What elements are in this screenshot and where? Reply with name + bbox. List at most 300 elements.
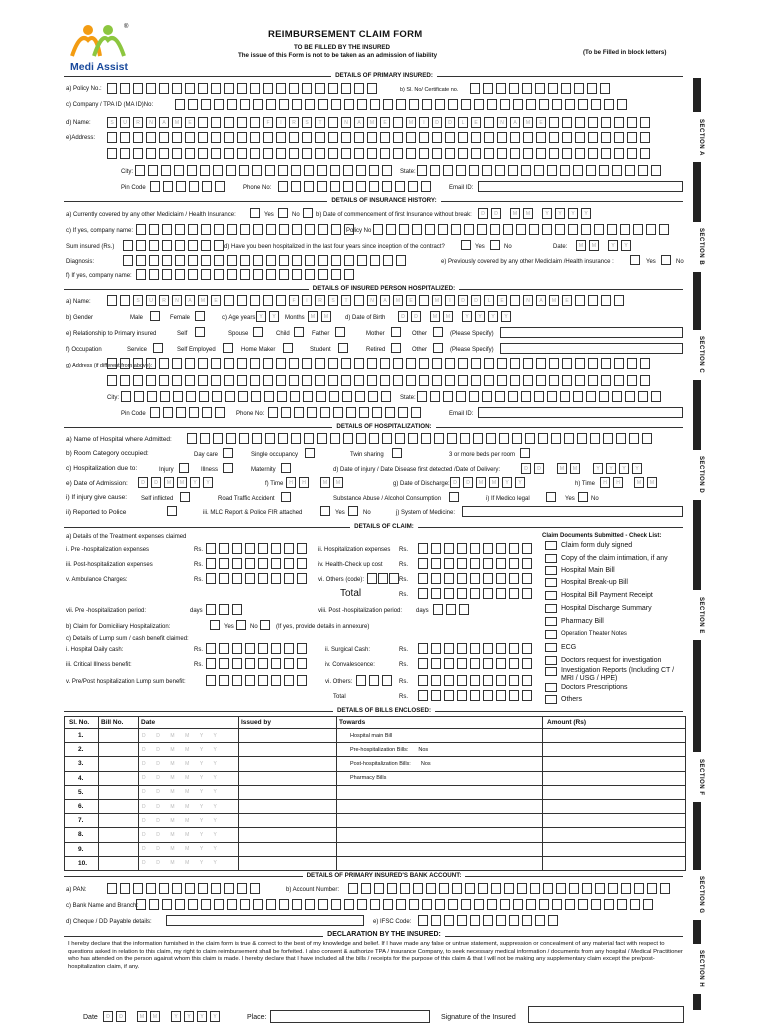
father-checkbox[interactable] — [335, 327, 345, 337]
section-f-label: SECTION F — [690, 752, 704, 802]
address-line2[interactable] — [107, 148, 653, 159]
other-occ-label: Other — [412, 347, 428, 353]
covered-extra-checkbox[interactable] — [303, 208, 313, 218]
phone-field[interactable] — [278, 181, 434, 192]
date-cell[interactable]: D D M M Y Y — [139, 814, 239, 828]
date-cell[interactable]: D D M M Y Y — [139, 785, 239, 799]
due-label: c) Hospitalization due to: — [66, 465, 138, 472]
checklist-item[interactable]: Doctors Prescriptions — [545, 683, 628, 692]
form-disclaimer: The issue of this Form is not to be taken as an admission of liability — [238, 52, 438, 59]
daycare-label: Day care — [194, 452, 219, 458]
dob-field[interactable]: D D M M Y Y Y Y — [398, 311, 514, 322]
table-row — [65, 771, 686, 785]
age-years-field[interactable]: Y Y — [256, 311, 282, 322]
amount-cell[interactable] — [543, 828, 686, 842]
checklist-item[interactable]: Hospital Break-up Bill — [545, 578, 628, 587]
injury-checkbox[interactable] — [179, 463, 189, 473]
c-pin-label: Pin Code — [121, 411, 146, 417]
date-cell[interactable]: D D M M Y Y — [139, 856, 239, 870]
rs-label-9: Rs. — [399, 647, 408, 653]
svg-text:®: ® — [124, 24, 129, 30]
decl-date-label: Date — [83, 1014, 98, 1021]
form-subtitle: TO BE FILLED BY THE INSURED — [294, 44, 391, 51]
address-line1[interactable] — [107, 132, 653, 143]
amount-cell[interactable] — [543, 771, 686, 785]
city-field[interactable] — [135, 165, 395, 176]
illness-label: Illness — [201, 467, 219, 473]
block-letters-note: (To be Filled in block letters) — [583, 49, 667, 56]
sl-cell: 1. — [65, 729, 99, 743]
three-label: 3 or more beds per room — [449, 452, 516, 458]
convalescence-label: iv. Convalescence: — [325, 662, 375, 668]
homemaker-checkbox[interactable] — [283, 343, 293, 353]
surgical-cash-field[interactable] — [418, 643, 535, 654]
bill-no-cell[interactable] — [99, 729, 139, 743]
specify-rel-label: (Please Specify) — [450, 331, 494, 337]
issued-cell[interactable] — [239, 828, 337, 842]
sl-cell: 10. — [65, 856, 99, 870]
post-hosp-label: iii. Post-hospitalization expenses — [66, 562, 153, 568]
c-name-label: a) Name: — [66, 299, 91, 305]
others-lump-field-a[interactable] — [356, 675, 395, 686]
checklist-item[interactable]: Claim form duly signed — [545, 541, 632, 550]
bill-no-cell[interactable] — [99, 856, 139, 870]
child-checkbox[interactable] — [294, 327, 304, 337]
amount-cell[interactable] — [543, 799, 686, 813]
service-checkbox[interactable] — [153, 343, 163, 353]
maternity-label: Maternity — [251, 467, 276, 473]
total-label: Total — [340, 588, 362, 599]
relationship-label: e) Relationship to Primary insured — [66, 331, 157, 337]
towards-cell: Pre-hospitalization Bills: Nos — [337, 743, 543, 757]
amount-cell[interactable] — [543, 814, 686, 828]
ifsc-field[interactable] — [418, 915, 561, 926]
pre-hosp-label: i. Pre -hospitalization expenses — [66, 547, 150, 553]
retired-label: Retired — [366, 347, 386, 353]
mlc-yes-checkbox[interactable] — [348, 506, 358, 516]
date-cell[interactable]: D D M M Y Y — [139, 799, 239, 813]
lump-label: c) Details of Lump sum / cash benefit claimed: — [66, 636, 189, 642]
hosp4-date-label: Date: — [553, 244, 568, 250]
issued-cell[interactable] — [239, 856, 337, 870]
bill-no-cell[interactable] — [99, 757, 139, 771]
prev-covered-label: e) Previously covered by any other Mediclaim /Health insurance : — [441, 259, 614, 265]
c-state-label: State: — [400, 395, 416, 401]
section-b-heading: DETAILS OF INSURANCE HISTORY: — [327, 197, 440, 204]
rs-label-5: Rs. — [194, 577, 203, 583]
dod-field[interactable]: D D M M Y Y — [450, 477, 528, 488]
acct-field[interactable] — [348, 883, 673, 894]
rs-label-2: Rs. — [399, 547, 408, 553]
bill-no-cell[interactable] — [99, 771, 139, 785]
table-row — [65, 856, 686, 870]
convalescence-field[interactable] — [418, 658, 535, 669]
section-b-label: SECTION B — [690, 222, 704, 272]
bill-no-cell[interactable] — [99, 799, 139, 813]
col-towards: Towards — [337, 717, 543, 729]
age-label: c) Age years — [222, 315, 256, 321]
address-label: e)Address: — [66, 135, 96, 141]
hosp4-label: d) Have you been hospitalized in the last four years since inception of the contract? — [224, 244, 445, 250]
rta-checkbox[interactable] — [281, 492, 291, 502]
diagnosis-field[interactable] — [123, 255, 409, 266]
checklist-item[interactable]: Investigation Reports (Including CT / MRI / USG / HPE) — [545, 667, 681, 683]
others-code-field[interactable] — [367, 573, 402, 584]
mlc-no-label: No — [363, 510, 371, 516]
cheque-field[interactable] — [166, 915, 364, 926]
issued-cell[interactable] — [239, 757, 337, 771]
company-name-field[interactable] — [136, 224, 357, 235]
date-first-label: b) Date of commencement of first Insurance without break: — [316, 212, 472, 218]
cheque-label: d) Cheque / DD Payable details: — [66, 919, 152, 925]
specify-rel-field[interactable] — [500, 327, 683, 338]
pre-period-label: vii. Pre -hospitalization period: — [66, 608, 147, 614]
checklist-item[interactable]: Hospital Discharge Summary — [545, 604, 652, 613]
illness-checkbox[interactable] — [223, 463, 233, 473]
lumpsum-field[interactable] — [206, 675, 310, 686]
col-amount: Amount (Rs) — [543, 717, 686, 729]
hospital-name-field[interactable] — [187, 433, 655, 444]
checklist-item[interactable]: Hospital Bill Payment Receipt — [545, 591, 653, 600]
post-period-field[interactable] — [433, 604, 472, 615]
htime-field[interactable]: H H M M — [600, 477, 660, 488]
email-field[interactable] — [478, 181, 683, 192]
section-d-heading: DETAILS OF HOSPITALIZATION: — [332, 423, 435, 430]
table-row — [65, 842, 686, 856]
amount-cell[interactable] — [543, 842, 686, 856]
sl-cell: 8. — [65, 828, 99, 842]
amount-cell[interactable] — [543, 785, 686, 799]
domiciliary-yes-checkbox[interactable] — [236, 620, 246, 630]
amount-cell[interactable] — [543, 757, 686, 771]
section-c-heading: DETAILS OF INSURED PERSON HOSPITALIZED: — [309, 285, 459, 292]
single-label: Single occupancy — [251, 452, 299, 458]
place-field[interactable] — [270, 1010, 430, 1023]
c-phone-field[interactable] — [268, 407, 424, 418]
twin-label: Twin sharing — [350, 452, 384, 458]
total-field[interactable] — [418, 588, 535, 599]
domiciliary-no-checkbox[interactable] — [260, 620, 270, 630]
amount-cell[interactable] — [543, 729, 686, 743]
time-field[interactable]: H H M M — [286, 477, 346, 488]
covered-yes-checkbox[interactable] — [250, 208, 260, 218]
checklist-item[interactable]: Operation Theater Notes — [545, 630, 627, 639]
hosp4-yes-label: Yes — [475, 244, 485, 250]
medico-yes-checkbox[interactable] — [578, 492, 588, 502]
towards-cell — [337, 842, 543, 856]
issued-cell[interactable] — [239, 743, 337, 757]
ambulance-label: v. Ambulance Charges: — [66, 577, 128, 583]
sl-cell: 5. — [65, 785, 99, 799]
state-field[interactable] — [417, 165, 664, 176]
checklist-item[interactable]: Hospital Main Bill — [545, 566, 615, 575]
name-field[interactable]: S U R N A M E F I R S T N A M E M I D D L E N A M E — [107, 117, 653, 128]
hosp-exp-label: ii. Hospitalization expenses — [318, 547, 391, 553]
section-g-label: SECTION G — [690, 870, 704, 920]
dod-label: g) Date of Discharge: — [393, 481, 450, 487]
brand-name: Medi Assist — [70, 61, 128, 73]
bill-no-cell[interactable] — [99, 842, 139, 856]
retired-checkbox[interactable] — [391, 343, 401, 353]
c-city-field[interactable] — [121, 391, 394, 402]
other-rel-checkbox[interactable] — [433, 327, 443, 337]
others-lump-label: vi. Others: — [325, 679, 353, 685]
doa-label: e) Date of Admission: — [66, 480, 128, 487]
pre-hosp-field[interactable] — [206, 543, 310, 554]
domiciliary-label: b) Claim for Domiciliary Hospitalization: — [66, 624, 171, 630]
checklist-item[interactable]: Doctors request for investigation — [545, 656, 661, 665]
col-slno: Sl. No. — [65, 717, 99, 729]
bank-label: c) Bank Name and Branch: — [66, 903, 139, 909]
other-occ-checkbox[interactable] — [433, 343, 443, 353]
issued-cell[interactable] — [239, 785, 337, 799]
covered-no-checkbox[interactable] — [278, 208, 288, 218]
police-label: ii) Reported to Police — [66, 509, 127, 516]
towards-cell — [337, 799, 543, 813]
fcompany-field[interactable] — [136, 269, 357, 280]
towards-cell — [337, 785, 543, 799]
sum-insured-field[interactable] — [123, 240, 227, 251]
declaration-text: I hereby declare that the information furnished in the claim form is true & correct to the best of my knowledge and belief. If I have made any false or untrue statement, suppression or concealment of any material fact with respect to questions asked in relation to this claim, my right to claim reimbursement shall be forfeited. I also consent & authorize TPA / insurance Company, to seek necessary medical information / documents from any hospital / Medical Practitioner who has attended on the person against whom this claim is made. I hereby declare that I have included all the bills / receipts for the purpose of this claim & that I will not be making any supplementary claim except the pre/post-hospitalization claim, if any. — [68, 941, 683, 970]
signature-field[interactable] — [528, 1006, 684, 1023]
date-cell[interactable]: D D M M Y Y — [139, 757, 239, 771]
amount-cell[interactable] — [543, 743, 686, 757]
checklist-item[interactable]: Others — [545, 695, 582, 704]
pan-field[interactable] — [107, 883, 263, 894]
surgical-cash-label: ii. Surgical Cash: — [325, 647, 371, 653]
date-cell[interactable]: D D M M Y Y — [139, 729, 239, 743]
father-label: Father — [312, 331, 330, 337]
checklist-title: Claim Documents Submitted - Check List: — [542, 533, 662, 539]
lumpsum-label: v. Pre/Post hospitalization Lump sum benefit: — [66, 679, 186, 685]
section-d-label: SECTION D — [690, 450, 704, 500]
others-code-label: vi. Others (code): — [318, 577, 365, 583]
c-state-field[interactable] — [417, 391, 664, 402]
lump-total-label: Total — [333, 694, 346, 700]
system-field[interactable] — [462, 506, 683, 517]
slno-field[interactable] — [470, 83, 613, 94]
c-pin-field[interactable] — [150, 407, 228, 418]
bank-field[interactable] — [136, 899, 656, 910]
checklist-item[interactable]: ECG — [545, 643, 576, 652]
police-checkbox[interactable] — [167, 506, 177, 516]
occupation-label: f) Occupation — [66, 347, 102, 353]
col-date: Date — [139, 717, 239, 729]
health-check-label: iv. Health-Check up cost — [318, 562, 383, 568]
sl-cell: 3. — [65, 757, 99, 771]
rs-label-11: Rs. — [399, 662, 408, 668]
hospital-name-label: a) Name of Hospital where Admitted: — [66, 436, 172, 443]
time-label: f) Time — [265, 481, 284, 487]
bill-no-cell[interactable] — [99, 814, 139, 828]
hosp4-no-checkbox[interactable] — [490, 240, 500, 250]
critical-field[interactable] — [206, 658, 310, 669]
place-label: Place: — [247, 1014, 267, 1021]
date-first-field[interactable]: D D M M Y Y Y Y — [478, 208, 594, 219]
signature-label: Signature of the Insured — [441, 1014, 516, 1021]
age-months-field[interactable]: M M — [308, 311, 334, 322]
three-checkbox[interactable] — [520, 448, 530, 458]
hosp-exp-field[interactable] — [418, 543, 535, 554]
pin-label: Pin Code — [121, 185, 146, 191]
domiciliary-yes-label: Yes — [224, 624, 234, 630]
table-row — [65, 814, 686, 828]
c-address-line1[interactable] — [107, 358, 653, 369]
sl-cell: 9. — [65, 842, 99, 856]
mother-checkbox[interactable] — [391, 327, 401, 337]
mlc-yes-label: Yes — [335, 510, 345, 516]
covered-yes-label: Yes — [264, 212, 274, 218]
checklist-item[interactable]: Pharmacy Bill — [545, 617, 604, 626]
student-label: Student — [310, 347, 331, 353]
issued-cell[interactable] — [239, 729, 337, 743]
student-checkbox[interactable] — [338, 343, 348, 353]
c-city-label: City: — [107, 395, 119, 401]
towards-cell — [337, 856, 543, 870]
date-cell[interactable]: D D M M Y Y — [139, 828, 239, 842]
gender-label: b) Gender — [66, 315, 94, 321]
issued-cell[interactable] — [239, 771, 337, 785]
bill-no-cell[interactable] — [99, 785, 139, 799]
hosp4-yes-checkbox[interactable] — [461, 240, 471, 250]
bill-no-cell[interactable] — [99, 743, 139, 757]
section-h-heading: DECLARATION BY THE INSURED: — [323, 931, 445, 938]
service-label: Service — [127, 347, 148, 353]
date-cell[interactable]: D D M M Y Y — [139, 743, 239, 757]
dinj-field[interactable]: D D M M Y Y Y Y — [521, 463, 645, 474]
other-rel-label: Other — [412, 331, 428, 337]
policy-label: a) Policy No.: — [66, 86, 102, 92]
post-hosp-field[interactable] — [206, 558, 310, 569]
daycare-checkbox[interactable] — [223, 448, 233, 458]
state-label: State: — [400, 169, 416, 175]
sl-cell: 4. — [65, 771, 99, 785]
issued-cell[interactable] — [239, 799, 337, 813]
specify-occ-label: (Please Specify) — [450, 347, 494, 353]
c-phone-label: Phone No: — [236, 411, 265, 417]
spouse-checkbox[interactable] — [253, 327, 263, 337]
rs-label-7: Rs. — [399, 592, 408, 598]
towards-cell: Pharmacy Bills — [337, 771, 543, 785]
hosp4-no-label: No — [504, 244, 512, 250]
others-field[interactable] — [418, 573, 535, 584]
towards-cell — [337, 828, 543, 842]
company-field[interactable] — [175, 99, 630, 110]
table-row — [65, 757, 686, 771]
section-h-label: SECTION H — [690, 944, 704, 994]
logo — [68, 22, 138, 72]
bill-no-cell[interactable] — [99, 828, 139, 842]
rs-label-1: Rs. — [194, 547, 203, 553]
single-checkbox[interactable] — [305, 448, 315, 458]
lump-total-field[interactable] — [418, 690, 535, 701]
date-cell[interactable]: D D M M Y Y — [139, 771, 239, 785]
prev-no-checkbox[interactable] — [661, 255, 671, 265]
table-row — [65, 828, 686, 842]
prev-no-label: No — [676, 259, 684, 265]
domiciliary-checkbox[interactable] — [210, 620, 220, 630]
domiciliary-no-label: No — [250, 624, 258, 630]
sl-cell: 2. — [65, 743, 99, 757]
specify-occ-field[interactable] — [500, 343, 683, 354]
medico-yes-label: Yes — [565, 496, 575, 502]
medico-extra-checkbox[interactable] — [546, 492, 556, 502]
female-label: Female — [170, 315, 191, 321]
c-name-field[interactable]: S U R N A M E F I R S T N A M E M I D D L E N A M E — [107, 295, 627, 306]
rs-label-3: Rs. — [194, 562, 203, 568]
issued-cell[interactable] — [239, 814, 337, 828]
checklist-item[interactable]: Copy of the claim intimation, if any — [545, 554, 668, 563]
rs-label-12: Rs. — [399, 679, 408, 685]
rs-label-4: Rs. — [399, 562, 408, 568]
self-inflicted-checkbox[interactable] — [180, 492, 190, 502]
mlc-label: iii. MLC Report & Police FIR attached — [203, 510, 303, 516]
twin-checkbox[interactable] — [392, 448, 402, 458]
c-address-line2[interactable] — [107, 375, 653, 386]
daily-cash-field[interactable] — [206, 643, 310, 654]
prev-yes-checkbox[interactable] — [630, 255, 640, 265]
amount-cell[interactable] — [543, 856, 686, 870]
section-e-heading: DETAILS OF CLAIM: — [350, 523, 418, 530]
c-email-field[interactable] — [478, 407, 683, 418]
ambulance-field[interactable] — [206, 573, 310, 584]
prev-yes-label: Yes — [646, 259, 656, 265]
substance-checkbox[interactable] — [449, 492, 459, 502]
acct-label: b) Account Number: — [286, 887, 340, 893]
pre-period-field[interactable] — [206, 604, 245, 615]
policy-field[interactable] — [107, 83, 380, 94]
company-name-label: c) If yes, company name: — [66, 228, 134, 234]
annexure-label: (If yes, provide details in annexure) — [276, 624, 370, 630]
table-row — [65, 729, 686, 743]
self-checkbox[interactable] — [195, 327, 205, 337]
c-email-label: Email ID: — [449, 411, 474, 417]
company-label: c) Company / TPA ID (MA ID)No: — [66, 102, 154, 108]
health-check-field[interactable] — [418, 558, 535, 569]
decl-date-field[interactable]: D D M M Y Y Y Y — [103, 1011, 223, 1022]
self-inflicted-label: Self inflicted — [141, 496, 174, 502]
selfemp-checkbox[interactable] — [223, 343, 233, 353]
towards-cell: Hospital main Bill — [337, 729, 543, 743]
others-lump-field[interactable] — [418, 675, 535, 686]
rta-label: Road Traffic Accident — [218, 496, 275, 502]
policy-no-field[interactable] — [373, 224, 672, 235]
slno-label: b) Sl. No/ Certificate no. — [400, 87, 459, 93]
city-label: City: — [121, 169, 133, 175]
table-row — [65, 785, 686, 799]
doa-field[interactable]: D D M M Y Y — [138, 477, 216, 488]
post-period-label: viii. Post -hospitalization period: — [318, 608, 403, 614]
section-g-heading: DETAILS OF PRIMARY INSURED'S BANK ACCOUNT: — [303, 872, 466, 879]
hosp4-date-field[interactable]: M M Y Y — [576, 240, 634, 251]
maternity-checkbox[interactable] — [281, 463, 291, 473]
pin-field[interactable] — [150, 181, 228, 192]
date-cell[interactable]: D D M M Y Y — [139, 842, 239, 856]
mlc-checkbox[interactable] — [320, 506, 330, 516]
male-checkbox[interactable] — [150, 311, 160, 321]
rs-label-13: Rs. — [399, 694, 408, 700]
self-label: Self — [177, 331, 188, 337]
issued-cell[interactable] — [239, 842, 337, 856]
section-c-label: SECTION C — [690, 330, 704, 380]
dinj-label: d) Date of injury / Date Disease first detected /Date of Delivery: — [333, 467, 501, 473]
email-label: Email ID: — [449, 185, 474, 191]
female-checkbox[interactable] — [195, 311, 205, 321]
mother-label: Mother — [366, 331, 385, 337]
spouse-label: Spouse — [228, 331, 249, 337]
form-title: REIMBURSEMENT CLAIM FORM — [268, 29, 423, 40]
col-billno: Bill No. — [99, 717, 139, 729]
